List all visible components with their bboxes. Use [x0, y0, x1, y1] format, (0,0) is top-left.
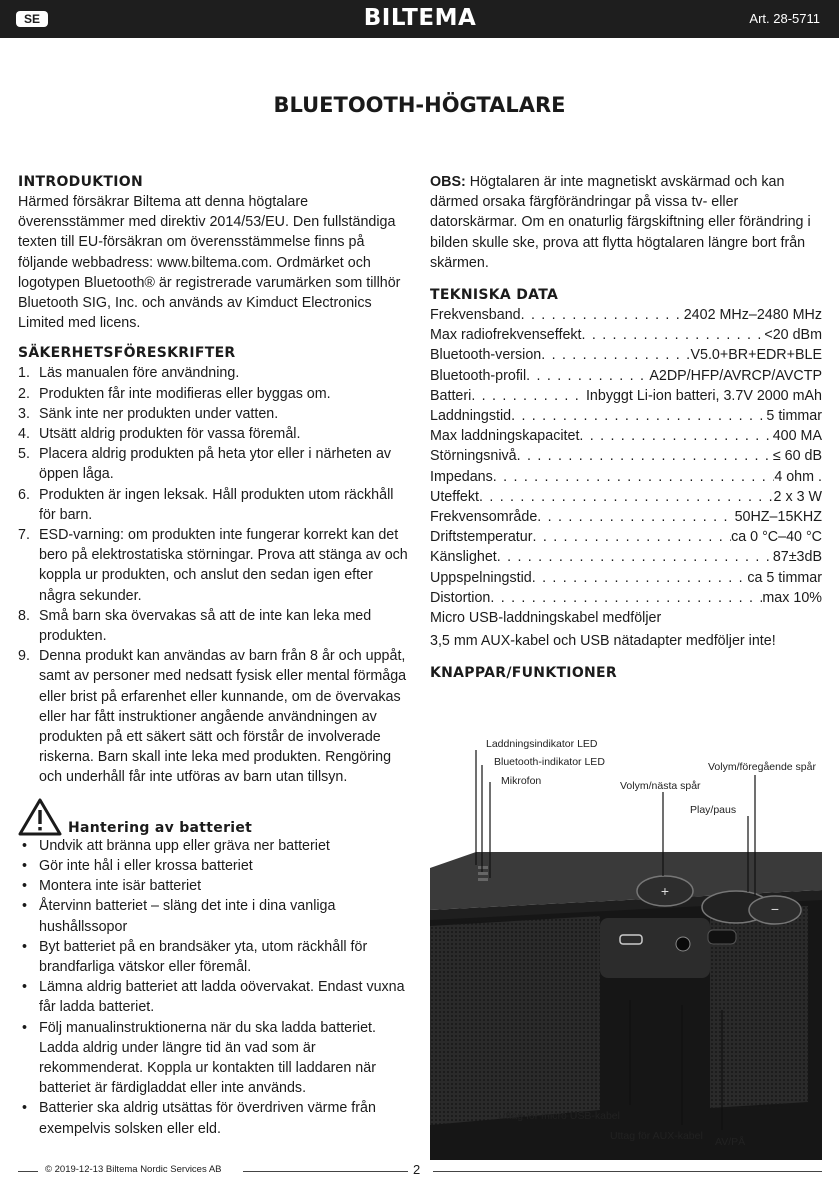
biltema-logo: BILTEMA — [363, 5, 477, 31]
list-item: 2. Produkten får inte modifieras eller byggas om. — [18, 385, 331, 402]
left-column — [18, 172, 408, 1139]
list-item: 8. Små barn ska övervakas så att de inte kan leka med produkten. — [18, 607, 372, 645]
label-bt-led: Bluetooth-indikator LED — [494, 756, 605, 768]
list-item: 6. Produkten är ingen leksak. Håll produkten utom räckhåll för barn. — [18, 486, 394, 523]
copyright: © 2019-12-13 Biltema Nordic Services AB — [45, 1164, 222, 1175]
power-switch-icon — [708, 930, 736, 944]
label-aux: Uttag för AUX-kabel — [610, 1130, 703, 1142]
label-charge-led: Laddningsindikator LED — [486, 738, 598, 750]
warning-triangle-icon — [18, 798, 62, 836]
svg-text:−: − — [770, 901, 780, 917]
spec-row: Frekvensområde . . . 50HZ–15KHZ — [430, 507, 822, 527]
spec-row: Batteri . . . Inbyggt Li-ion batteri, 3.7V 2000 mAh — [430, 386, 822, 406]
article-number: Art. 28-5711 — [749, 11, 820, 26]
spec-row: Distortion . . . max 10% — [430, 588, 822, 608]
list-item: 9. Denna produkt kan användas av barn från 8 år och uppåt, samt av personer med nedsatt fysisk eller mental förmåga eller brist på erfarenhet eller kunnande, om de övervakas eller har fått instruktioner angående användningen av produkten på ett säkert sätt och förstår de involverade riskerna. Barn skall inte leka med produkten. Rengöring och underhåll får inte utföras av barn utan tillsyn. — [18, 648, 407, 786]
spec-row: Bluetooth-profil . . . A2DP/HFP/AVRCP/AVCTP — [430, 366, 822, 386]
label-mic: Mikrofon — [501, 775, 542, 787]
spec-row: Laddningstid . . . 5 timmar — [430, 406, 822, 426]
aux-port-icon — [676, 937, 690, 951]
page-number: 2 — [413, 1162, 421, 1177]
list-item: • Undvik att bränna upp eller gräva ner batteriet — [22, 837, 330, 854]
label-vol-prev: Volym/föregående spår — [708, 761, 816, 773]
spec-row: Frekvensband . . . 2402 MHz–2480 MHz — [430, 305, 822, 325]
spec-row: Störningsnivå . . . ≤ 60 dB — [430, 446, 822, 466]
label-power: AV/PÅ — [715, 1136, 746, 1148]
battery-list — [18, 836, 408, 1139]
list-item: • Gör inte hål i eller krossa batteriet — [22, 857, 253, 874]
list-item: 4. Utsätt aldrig produkten för vassa föremål. — [18, 426, 301, 443]
list-item: 5. Placera aldrig produkten på heta ytor eller i närheten av öppen låga. — [18, 446, 392, 483]
spec-row: Impedans . . . 4 ohm . — [430, 467, 822, 487]
spec-row: Max laddningskapacitet . . . 400 MA — [430, 426, 822, 446]
obs-note: OBS: Högtalaren är inte magnetiskt avskärmad och kan därmed orsaka färgförändringar på vissa tv- eller datorskärmar. Om en onaturlig färgskiftning eller förändring i bilden skulle ske, prova att flytta högtalaren längre bort från skärmen. — [430, 174, 811, 271]
functions-heading: KNAPPAR/FUNKTIONER — [430, 665, 617, 682]
spec-row: Driftstemperatur . . . ca 0 °C–40 °C — [430, 527, 822, 547]
list-item: • Montera inte isär batteriet — [22, 878, 202, 895]
list-item: • Byt batteriet på en brandsäker yta, utom räckhåll för brandfarliga vätskor eller föremål. — [22, 938, 368, 975]
spec-row: Bluetooth-version . . . V5.0+BR+EDR+BLE — [430, 345, 822, 365]
list-item: • Följ manualinstruktionerna när du ska ladda batteriet. Ladda aldrig under längre tid än vad som är rekommenderat. Koppla ur kontakten till laddaren när batteriet är färdigladdat eller inte används. — [22, 1019, 376, 1097]
speaker-diagram — [430, 730, 822, 1160]
svg-text:+: + — [660, 883, 670, 899]
language-badge: SE — [16, 11, 48, 27]
safety-list — [18, 363, 408, 787]
right-column — [430, 172, 822, 683]
spec-extra-1: Micro USB-laddningskabel medföljer — [430, 610, 662, 627]
spec-row: Uppspelningstid . . . ca 5 timmar — [430, 568, 822, 588]
footer — [0, 1159, 839, 1189]
label-play: Play/paus — [690, 804, 737, 816]
list-item: 7. ESD-varning: om produkten inte fungerar korrekt kan det bero på elektrostatiska störningar. Prova att stänga av och koppla ur produkten, och anslut den sedan igen efter några sekunder. — [18, 527, 408, 604]
battery-warning-header — [18, 798, 408, 836]
battery-heading: Hantering av batteriet — [68, 819, 253, 836]
speaker-illustration — [430, 730, 822, 1160]
safety-heading: SÄKERHETSFÖRESKRIFTER — [18, 345, 236, 362]
list-item: • Batterier ska aldrig utsättas för överdriven värme från exempelvis solsken eller eld. — [22, 1100, 376, 1137]
intro-heading: INTRODUKTION — [18, 174, 143, 190]
page-title: BLUETOOTH-HÖGTALARE — [273, 93, 566, 117]
list-item: • Återvinn batteriet – släng det inte i dina vanliga hushållssopor — [22, 898, 336, 935]
list-item: 3. Sänk inte ner produkten under vatten. — [18, 405, 279, 422]
spec-table — [430, 305, 822, 608]
list-item: • Lämna aldrig batteriet att ladda oövervakat. Endast vuxna får ladda batteriet. — [22, 979, 405, 1016]
spec-extra-2: 3,5 mm AUX-kabel och USB nätadapter medföljer inte! — [430, 633, 776, 650]
top-bar — [0, 0, 839, 38]
intro-text: Härmed försäkrar Biltema att denna högtalare överensstämmer med direktiv 2014/53/EU. Den fullständiga texten till EU-försäkran om överensstämmelse finns på följande webbadress: www.biltema.com. Ordmärket och logotypen Bluetooth® är registrerade varumärken som tillhör Bluetooth SIG, Inc. och används av Kimduct Electronics Limited med licens. — [18, 194, 401, 332]
label-usb: Uttag för micro USB-kabel — [498, 1110, 620, 1122]
tech-heading: TEKNISKA DATA — [430, 287, 559, 304]
spec-row: Känslighet . . . 87±3dB — [430, 547, 822, 567]
spec-row: Max radiofrekvenseffekt . . . <20 dBm — [430, 325, 822, 345]
label-vol-next: Volym/nästa spår — [620, 780, 701, 792]
list-item: 1. Läs manualen före användning. — [18, 365, 240, 382]
spec-row: Uteffekt . . . 2 x 3 W — [430, 487, 822, 507]
